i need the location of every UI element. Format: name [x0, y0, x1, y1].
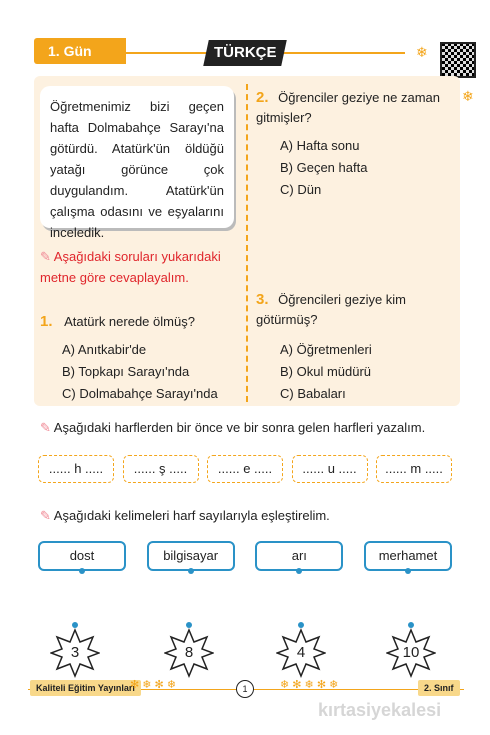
question-2 — [256, 88, 452, 128]
question-text: Öğrenciler geziye ne zaman gitmişler? — [256, 90, 440, 125]
publisher-label: Kaliteli Eğitim Yayınları — [30, 680, 141, 696]
snowflake-icon: ❄ ✻ ❄ ✻ ❄ — [280, 679, 339, 691]
page-number: 1 — [236, 680, 254, 698]
question-number: 1. — [40, 313, 53, 330]
number-value: 8 — [184, 644, 194, 661]
letter-box-m[interactable]: ...... m ..... — [376, 455, 452, 483]
number-star[interactable] — [386, 628, 436, 678]
word-text: merhamet — [378, 548, 438, 563]
question-3-option-c[interactable]: C) Babaları — [280, 386, 346, 401]
day-label: 1. Gün — [34, 38, 126, 64]
grade-label: 2. Sınıf — [418, 680, 460, 696]
number-stars — [50, 628, 442, 678]
question-1-option-c[interactable]: C) Dolmabahçe Sarayı'nda — [62, 386, 218, 401]
pencil-icon: ✎ — [40, 249, 54, 264]
snowflake-icon: ❄ — [416, 44, 428, 60]
watermark: kırtasiyekalesi — [318, 700, 442, 720]
question-text: Atatürk nerede ölmüş? — [64, 314, 195, 329]
match-dot[interactable] — [188, 568, 194, 574]
letter-box-h[interactable]: ...... h ..... — [38, 455, 114, 483]
question-1 — [40, 312, 240, 332]
question-3 — [256, 290, 452, 330]
letter-boxes — [38, 455, 452, 483]
word-box[interactable] — [147, 541, 235, 571]
number-star[interactable] — [276, 628, 326, 678]
pencil-icon: ✎ — [40, 508, 54, 523]
question-text: Öğrencileri geziye kim götürmüş? — [256, 292, 407, 327]
match-instruction — [40, 508, 460, 524]
match-dot[interactable] — [296, 568, 302, 574]
question-2-option-b[interactable]: B) Geçen hafta — [280, 160, 368, 175]
question-number: 3. — [256, 291, 269, 308]
question-1-option-b[interactable]: B) Topkapı Sarayı'nda — [62, 364, 190, 379]
number-value: 3 — [70, 644, 80, 661]
letter-box-e[interactable]: ...... e ..... — [207, 455, 283, 483]
questions-instruction-text: Aşağıdaki soruları yukarıdaki metne göre cevaplayalım. — [40, 249, 221, 285]
question-2-option-c[interactable]: C) Dün — [280, 182, 322, 197]
number-star[interactable] — [164, 628, 214, 678]
match-dot[interactable] — [405, 568, 411, 574]
match-dot[interactable] — [79, 568, 85, 574]
subject-title-text: TÜRKÇE — [213, 44, 277, 61]
letters-instruction — [40, 420, 460, 436]
word-box[interactable] — [255, 541, 343, 571]
question-3-option-b[interactable]: B) Okul müdürü — [280, 364, 372, 379]
letters-instruction-text: Aşağıdaki harflerden bir önce ve bir sonra gelen harfleri yazalım. — [53, 420, 426, 435]
qr-code-icon[interactable] — [440, 42, 476, 78]
question-2-option-a[interactable]: A) Hafta sonu — [280, 138, 360, 153]
question-1-option-a[interactable]: A) Anıtkabir'de — [62, 342, 147, 357]
word-text: bilgisayar — [163, 548, 219, 563]
questions-instruction — [40, 246, 236, 288]
word-box[interactable] — [38, 541, 126, 571]
snowflake-icon: ✻ ❄ ✻ ❄ — [130, 679, 177, 691]
snowflake-icon: ❄ — [462, 88, 474, 104]
number-value: 4 — [296, 644, 306, 661]
letter-box-s[interactable]: ...... ş ..... — [123, 455, 199, 483]
number-star[interactable] — [50, 628, 100, 678]
column-divider — [246, 84, 248, 402]
question-3-option-a[interactable]: A) Öğretmenleri — [280, 342, 372, 357]
letter-box-u[interactable]: ...... u ..... — [292, 455, 368, 483]
word-boxes — [38, 541, 452, 571]
story-text: Öğretmenimiz bizi geçen hafta Dolmabahçe Sarayı'na götürdü. Atatürk'ün öldüğü yatağı görünce çok duygulandım. Atatürk'ün çalışma odasını ve eşyalarını inceledik. — [40, 86, 234, 228]
match-instruction-text: Aşağıdaki kelimeleri harf sayılarıyla eşleştirelim. — [53, 508, 330, 523]
number-value: 10 — [402, 644, 420, 661]
word-text: arı — [291, 548, 307, 563]
pencil-icon: ✎ — [40, 420, 54, 435]
question-number: 2. — [256, 89, 269, 106]
word-box[interactable] — [364, 541, 452, 571]
word-text: dost — [69, 548, 95, 563]
subject-title — [203, 40, 287, 66]
